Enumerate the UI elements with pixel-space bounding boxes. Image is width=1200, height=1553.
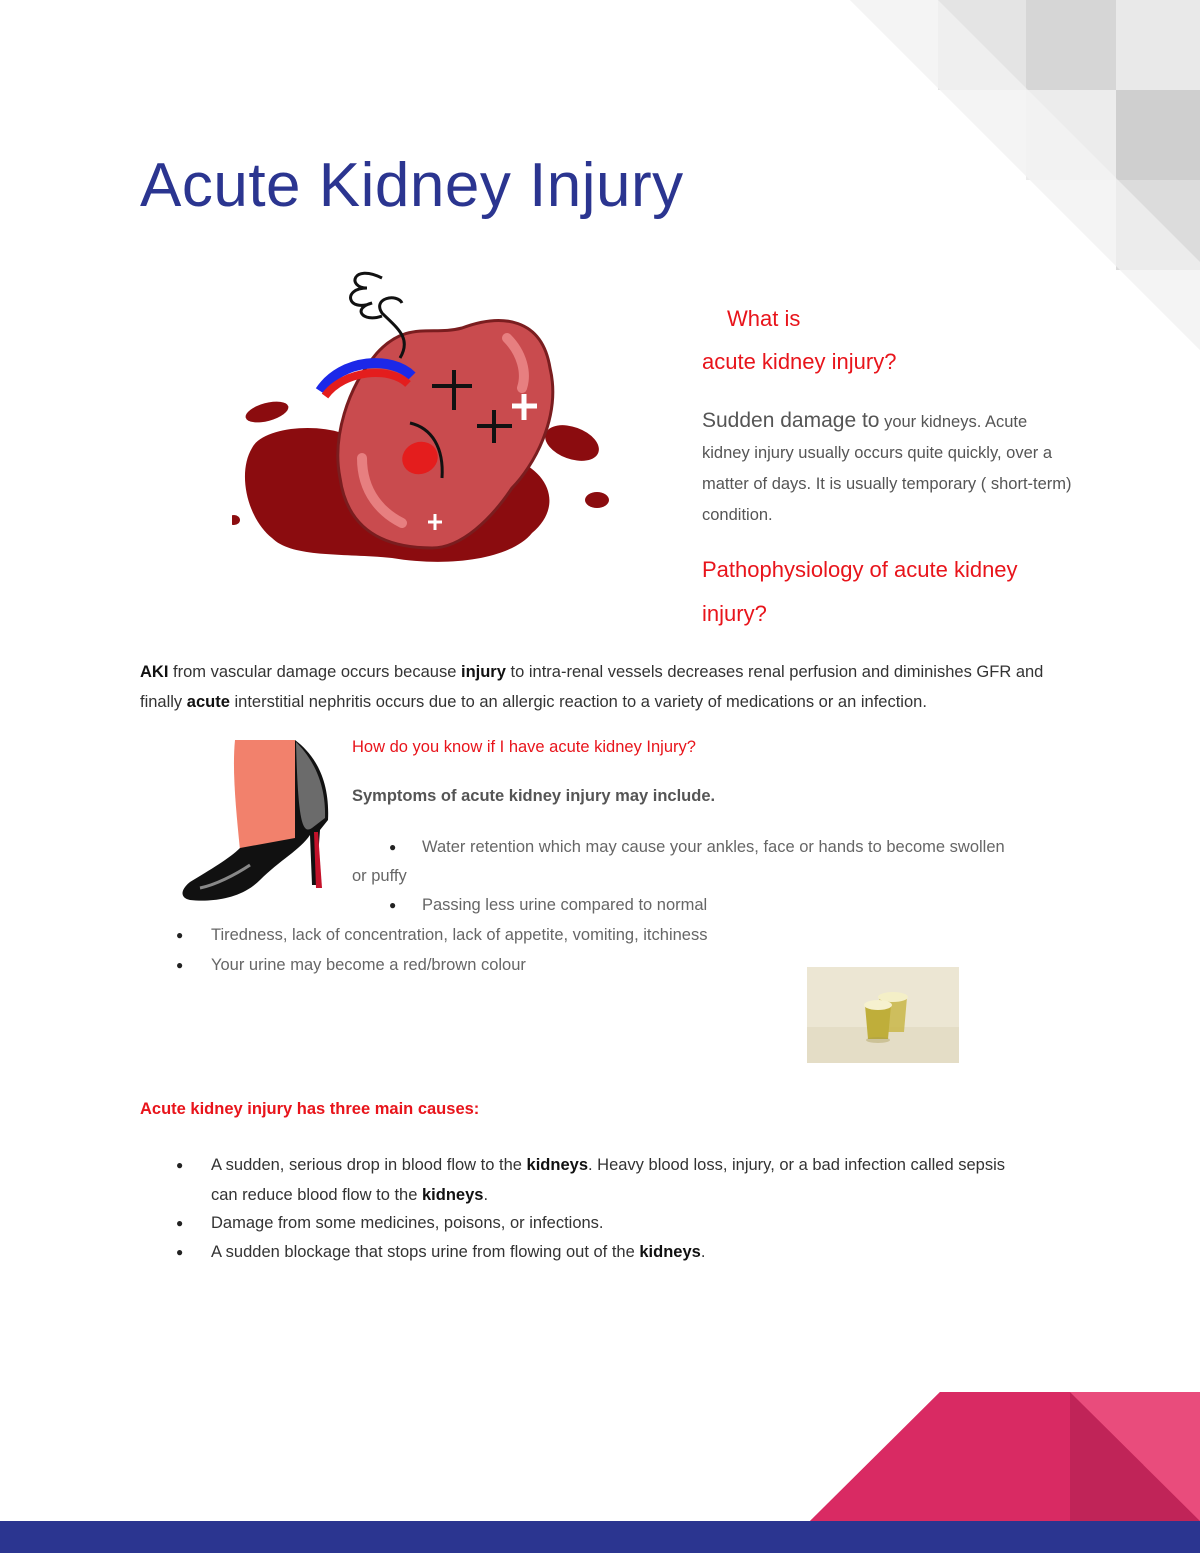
para-bold-acute: acute: [186, 693, 230, 711]
causes-heading: Acute kidney injury has three main causes:: [140, 1100, 480, 1118]
bullet-icon: ●: [176, 928, 184, 942]
para-text-1: from vascular damage occurs because: [168, 663, 461, 681]
cause-text: . Heavy blood loss, injury, or a bad infection called sepsis: [588, 1156, 1005, 1174]
what-is-answer: [702, 405, 1072, 531]
bullet-icon: ●: [389, 840, 397, 854]
symptom-item: Your urine may become a red/brown colour: [211, 956, 526, 974]
answer-lead: Sudden damage to: [702, 409, 880, 432]
what-is-heading-line1: What is: [727, 306, 801, 331]
cause-bold-kidneys: kidneys: [526, 1156, 588, 1174]
pathophysiology-paragraph: [140, 657, 1070, 717]
pathophysiology-heading: Pathophysiology of acute kidney injury?: [702, 557, 1018, 626]
high-heel-illustration: [180, 740, 340, 910]
symptoms-question: How do you know if I have acute kidney Injury?: [352, 738, 696, 756]
cause-text: can reduce blood flow to the: [211, 1186, 422, 1204]
cause-item-line1: [211, 1150, 1081, 1180]
page-title: Acute Kidney Injury: [140, 151, 684, 220]
para-text-2: to intra-renal vessels decreases renal perfusion and diminishes GFR and finally: [140, 663, 1044, 711]
para-bold-injury: injury: [460, 663, 506, 681]
answer-text: your kidneys. Acute kidney injury usually occurs quite quickly, over a matter of days. It is usually temporary ( short-term) condition.: [702, 413, 1072, 524]
cause-item: [211, 1237, 705, 1267]
symptoms-heading: Symptoms of acute kidney injury may include.: [352, 787, 716, 805]
cause-bold-kidneys: kidneys: [639, 1243, 701, 1261]
cause-text: A sudden blockage that stops urine from flowing out of the: [211, 1243, 640, 1261]
injured-kidney-illustration: [232, 258, 612, 588]
cause-item-line2: [211, 1180, 488, 1210]
symptom-item-continued: or puffy: [352, 867, 407, 885]
urine-sample-photo: [807, 967, 959, 1063]
bullet-icon: ●: [176, 1158, 184, 1172]
symptom-item: Water retention which may cause your ankles, face or hands to become swollen: [422, 838, 1005, 856]
bullet-icon: ●: [389, 898, 397, 912]
footer-bar: [0, 1521, 1200, 1553]
para-bold-aki: AKI: [140, 663, 169, 681]
symptom-item: Passing less urine compared to normal: [422, 896, 708, 914]
bullet-icon: ●: [176, 1216, 184, 1230]
para-text-3: interstitial nephritis occurs due to an allergic reaction to a variety of medications or an infection.: [229, 693, 927, 711]
cause-text: .: [700, 1243, 706, 1261]
cause-bold-kidneys: kidneys: [421, 1186, 484, 1204]
bullet-icon: ●: [176, 958, 184, 972]
what-is-heading-line2: acute kidney injury?: [702, 349, 897, 374]
symptom-item: Tiredness, lack of concentration, lack of appetite, vomiting, itchiness: [211, 926, 708, 944]
cause-text: A sudden, serious drop in blood flow to the: [211, 1156, 527, 1174]
cause-text: .: [483, 1186, 489, 1204]
cause-item: Damage from some medicines, poisons, or infections.: [211, 1214, 604, 1232]
bullet-icon: ●: [176, 1245, 184, 1259]
